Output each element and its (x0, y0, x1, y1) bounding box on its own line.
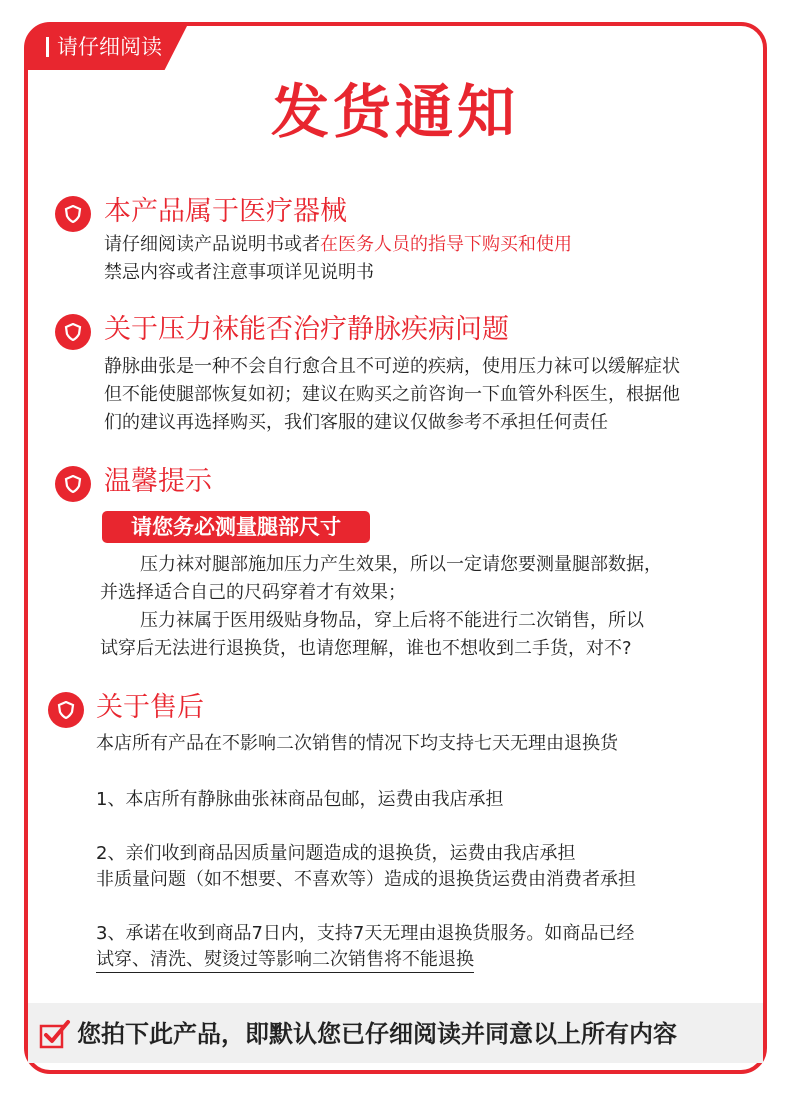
section-text: 并选择适合自己的尺码穿着才有效果； (100, 582, 406, 603)
section-text: 试穿后无法进行退换货，也请您理解，谁也不想收到二手货，对不? (100, 638, 632, 659)
section-text: 们的建议再选择购买，我们客服的建议仅做参考不承担任何责任 (104, 412, 608, 433)
section-text: 本店所有产品在不影响二次销售的情况下均支持七天无理由退换货 (96, 733, 618, 754)
tab-label: 请仔细阅读 (57, 35, 162, 59)
page-title: 发货通知 (270, 78, 519, 146)
notice-frame (24, 22, 767, 1074)
checkbox-check-icon (39, 1018, 71, 1050)
footer-agreement-text: 您拍下此产品，即默认您已仔细阅读并同意以上所有内容 (77, 1020, 677, 1048)
shield-icon (55, 196, 91, 232)
tab-bar-mark (46, 37, 49, 57)
section-heading-tips: 温馨提示 (104, 466, 212, 497)
section-heading-aftersales: 关于售后 (96, 692, 204, 723)
measure-banner-text: 请您务必测量腿部尺寸 (131, 515, 341, 539)
section-text: 3、承诺在收到商品7日内，支持7天无理由退换货服务。如商品已经 (96, 923, 635, 944)
shield-icon (55, 466, 91, 502)
section-text: 但不能使腿部恢复如初；建议在购买之前咨询一下血管外科医生，根据他 (104, 384, 680, 405)
section-text: 压力袜对腿部施加压力产生效果，所以一定请您要测量腿部数据， (140, 554, 662, 575)
shield-icon (55, 314, 91, 350)
section-text: 静脉曲张是一种不会自行愈合且不可逆的疾病，使用压力袜可以缓解症状 (104, 356, 680, 377)
section-heading-medical: 本产品属于医疗器械 (104, 196, 347, 227)
section-text: 试穿、清洗、熨烫过等影响二次销售将不能退换 (96, 946, 474, 974)
section-text: 非质量问题（如不想要、不喜欢等）造成的退换货运费由消费者承担 (96, 869, 636, 890)
section-text: 请仔细阅读产品说明书或者在医务人员的指导下购买和使用 (104, 234, 572, 255)
section-text: 禁忌内容或者注意事项详见说明书 (104, 262, 374, 283)
shield-icon (48, 692, 84, 728)
section-text: 2、亲们收到商品因质量问题造成的退换货，运费由我店承担 (96, 843, 576, 864)
section-text: 压力袜属于医用级贴身物品，穿上后将不能进行二次销售，所以 (140, 610, 644, 631)
section-heading-treatment: 关于压力袜能否治疗静脉疾病问题 (104, 314, 509, 345)
section-text: 1、本店所有静脉曲张袜商品包邮，运费由我店承担 (96, 789, 504, 810)
